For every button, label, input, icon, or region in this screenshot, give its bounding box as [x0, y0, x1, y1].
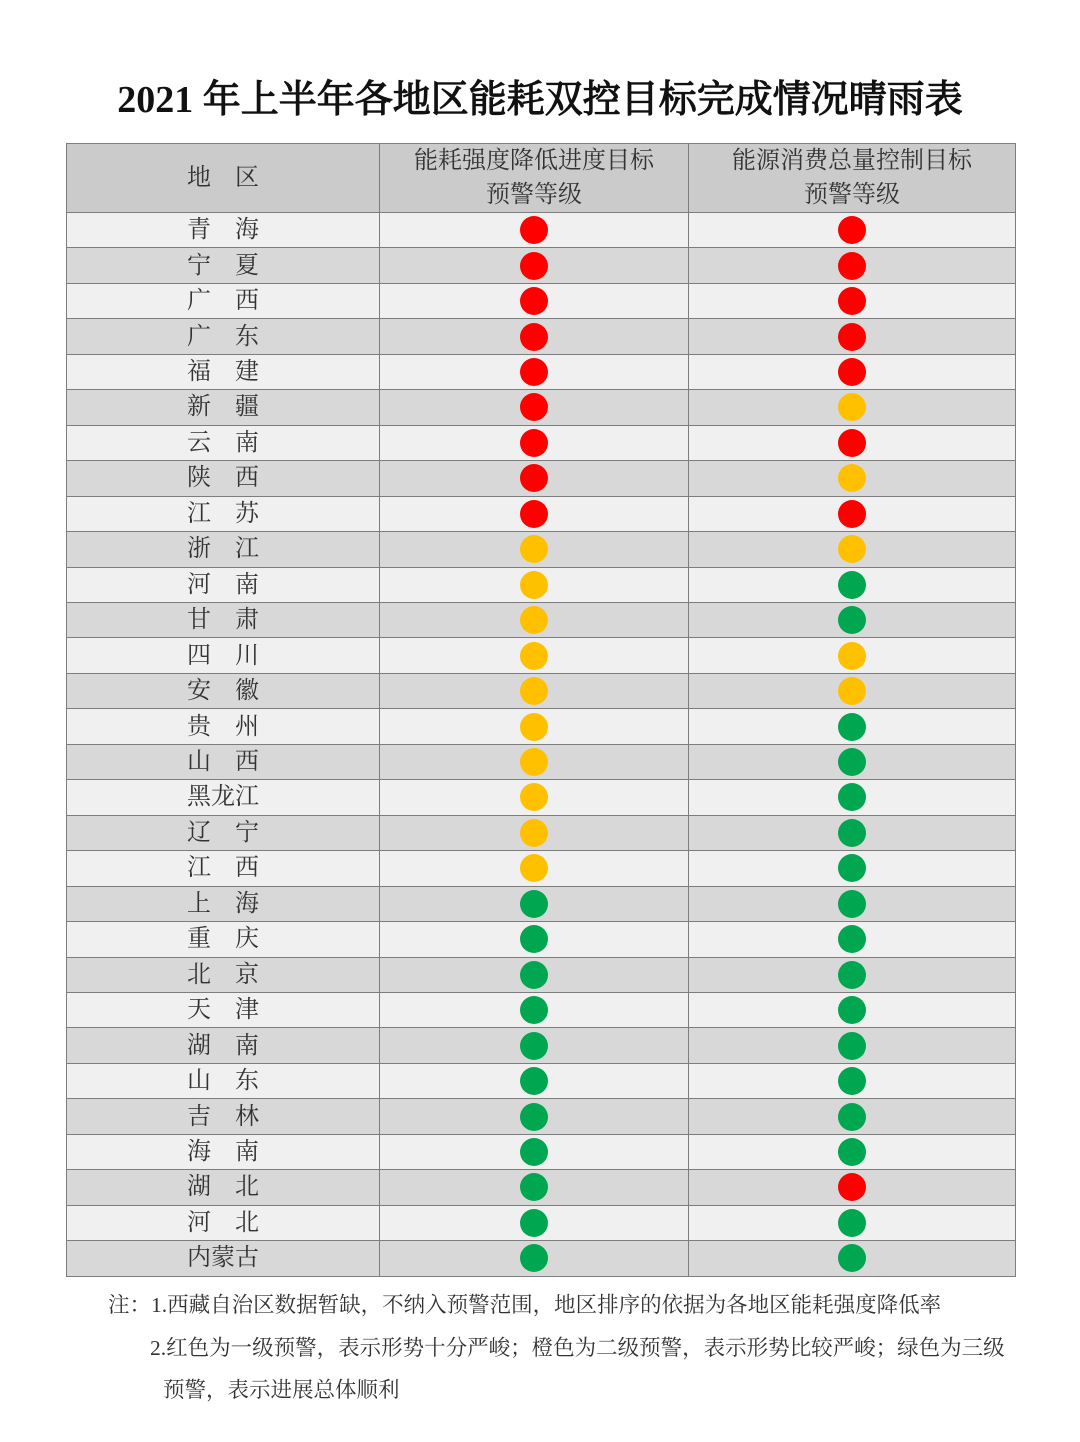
intensity-level-cell	[380, 993, 689, 1028]
total-level-cell	[689, 1028, 1016, 1063]
intensity-warning-dot	[520, 1244, 548, 1272]
intensity-warning-dot	[520, 642, 548, 670]
intensity-level-cell	[380, 1135, 689, 1170]
total-warning-dot	[838, 358, 866, 386]
region-cell	[67, 1135, 380, 1170]
table-row	[67, 248, 1016, 283]
region-cell	[67, 958, 380, 993]
intensity-level-cell	[380, 1170, 689, 1205]
intensity-level-cell	[380, 1064, 689, 1099]
region-name: 福建	[187, 359, 259, 386]
region-name: 河北	[187, 1209, 259, 1236]
region-cell	[67, 568, 380, 603]
intensity-level-cell	[380, 638, 689, 673]
intensity-warning-dot	[520, 1209, 548, 1237]
region-cell	[67, 426, 380, 461]
region-cell	[67, 355, 380, 390]
total-warning-dot	[838, 1032, 866, 1060]
intensity-warning-dot	[520, 713, 548, 741]
table-row	[67, 709, 1016, 744]
region-cell	[67, 816, 380, 851]
total-warning-dot	[838, 606, 866, 634]
intensity-warning-dot	[520, 1103, 548, 1131]
intensity-level-cell	[380, 603, 689, 638]
region-name: 辽宁	[187, 819, 259, 846]
region-cell	[67, 1064, 380, 1099]
total-level-cell	[689, 1135, 1016, 1170]
region-cell	[67, 922, 380, 957]
region-name: 天津	[187, 997, 259, 1024]
total-level-cell	[689, 248, 1016, 283]
total-level-cell	[689, 958, 1016, 993]
region-name: 北京	[187, 961, 259, 988]
total-level-cell	[689, 213, 1016, 248]
total-level-cell	[689, 568, 1016, 603]
total-warning-dot	[838, 996, 866, 1024]
intensity-warning-dot	[520, 677, 548, 705]
region-cell	[67, 993, 380, 1028]
total-level-cell	[689, 780, 1016, 815]
table-row	[67, 1170, 1016, 1205]
intensity-warning-dot	[520, 535, 548, 563]
intensity-level-cell	[380, 390, 689, 425]
total-level-cell	[689, 1099, 1016, 1134]
region-cell	[67, 390, 380, 425]
table-row	[67, 284, 1016, 319]
table-row	[67, 213, 1016, 248]
total-warning-dot	[838, 854, 866, 882]
table-row	[67, 922, 1016, 957]
total-level-cell	[689, 851, 1016, 886]
intensity-warning-dot	[520, 464, 548, 492]
region-name: 新疆	[187, 394, 259, 421]
table-row	[67, 1028, 1016, 1063]
region-name: 贵州	[187, 713, 259, 740]
intensity-level-cell	[380, 1241, 689, 1276]
table-row	[67, 1099, 1016, 1134]
table-row	[67, 390, 1016, 425]
region-name: 湖南	[187, 1032, 259, 1059]
region-name: 吉林	[187, 1103, 259, 1130]
total-level-cell	[689, 319, 1016, 354]
total-warning-dot	[838, 961, 866, 989]
table-row	[67, 851, 1016, 886]
table-row	[67, 532, 1016, 567]
intensity-level-cell	[380, 922, 689, 957]
total-warning-dot	[838, 1173, 866, 1201]
total-level-cell	[689, 993, 1016, 1028]
header-total-line1: 能源消费总量控制目标	[732, 148, 972, 174]
region-cell	[67, 709, 380, 744]
region-name: 山西	[187, 749, 259, 776]
region-name: 陕西	[187, 465, 259, 492]
intensity-level-cell	[380, 958, 689, 993]
intensity-level-cell	[380, 816, 689, 851]
total-warning-dot	[838, 429, 866, 457]
intensity-level-cell	[380, 1099, 689, 1134]
region-cell	[67, 497, 380, 532]
intensity-level-cell	[380, 284, 689, 319]
total-level-cell	[689, 461, 1016, 496]
header-intensity-line1: 能耗强度降低进度目标	[414, 148, 654, 174]
region-name: 青海	[187, 217, 259, 244]
intensity-warning-dot	[520, 216, 548, 244]
region-name: 上海	[187, 890, 259, 917]
region-cell	[67, 1099, 380, 1134]
total-warning-dot	[838, 1209, 866, 1237]
table-row	[67, 568, 1016, 603]
total-warning-dot	[838, 464, 866, 492]
intensity-warning-dot	[520, 358, 548, 386]
intensity-level-cell	[380, 568, 689, 603]
region-cell	[67, 284, 380, 319]
intensity-warning-dot	[520, 393, 548, 421]
header-region-label: 地区	[187, 165, 259, 191]
total-warning-dot	[838, 216, 866, 244]
region-cell	[67, 1170, 380, 1205]
total-warning-dot	[838, 1138, 866, 1166]
intensity-warning-dot	[520, 606, 548, 634]
intensity-warning-dot	[520, 1138, 548, 1166]
region-name: 四川	[187, 642, 259, 669]
intensity-level-cell	[380, 674, 689, 709]
header-intensity-cell	[380, 144, 689, 213]
intensity-level-cell	[380, 248, 689, 283]
total-level-cell	[689, 532, 1016, 567]
intensity-warning-dot	[520, 748, 548, 776]
region-cell	[67, 780, 380, 815]
region-name: 黑龙江	[187, 784, 259, 811]
region-cell	[67, 745, 380, 780]
table-row	[67, 603, 1016, 638]
total-level-cell	[689, 603, 1016, 638]
region-name: 云南	[187, 429, 259, 456]
total-warning-dot	[838, 783, 866, 811]
total-warning-dot	[838, 500, 866, 528]
region-name: 内蒙古	[187, 1245, 259, 1272]
total-level-cell	[689, 887, 1016, 922]
total-warning-dot	[838, 713, 866, 741]
region-cell	[67, 213, 380, 248]
table-header-row	[67, 144, 1016, 213]
total-level-cell	[689, 638, 1016, 673]
region-name: 江苏	[187, 500, 259, 527]
total-warning-dot	[838, 1103, 866, 1131]
intensity-warning-dot	[520, 429, 548, 457]
table-row	[67, 1206, 1016, 1241]
region-name: 海南	[187, 1139, 259, 1165]
page-title: 2021 年上半年各地区能耗双控目标完成情况晴雨表	[117, 79, 963, 121]
table-row	[67, 638, 1016, 673]
region-name: 重庆	[187, 926, 259, 953]
total-level-cell	[689, 1206, 1016, 1241]
total-warning-dot	[838, 748, 866, 776]
header-total-line2: 预警等级	[804, 182, 900, 208]
total-level-cell	[689, 745, 1016, 780]
table-row	[67, 958, 1016, 993]
warning-table	[66, 143, 1016, 1277]
intensity-level-cell	[380, 497, 689, 532]
intensity-level-cell	[380, 887, 689, 922]
region-cell	[67, 1241, 380, 1276]
intensity-warning-dot	[520, 1173, 548, 1201]
total-level-cell	[689, 816, 1016, 851]
table-row	[67, 745, 1016, 780]
total-level-cell	[689, 1064, 1016, 1099]
intensity-warning-dot	[520, 323, 548, 351]
table-row	[67, 1241, 1016, 1276]
header-total-cell	[689, 144, 1016, 213]
region-cell	[67, 1206, 380, 1241]
table-row	[67, 497, 1016, 532]
region-name: 宁夏	[187, 252, 259, 279]
intensity-level-cell	[380, 426, 689, 461]
header-intensity-line2: 预警等级	[486, 182, 582, 208]
note-line-3: 预警，表示进展总体顺利	[163, 1378, 400, 1402]
total-level-cell	[689, 674, 1016, 709]
intensity-level-cell	[380, 851, 689, 886]
total-warning-dot	[838, 925, 866, 953]
total-warning-dot	[838, 535, 866, 563]
total-warning-dot	[838, 677, 866, 705]
total-level-cell	[689, 1170, 1016, 1205]
intensity-warning-dot	[520, 961, 548, 989]
intensity-warning-dot	[520, 252, 548, 280]
intensity-warning-dot	[520, 1067, 548, 1095]
header-region-cell	[67, 144, 380, 213]
region-cell	[67, 461, 380, 496]
region-name: 浙江	[187, 536, 259, 563]
note-line-1: 注：1.西藏自治区数据暂缺，不纳入预警范围，地区排序的依据为各地区能耗强度降低率	[108, 1293, 942, 1317]
region-name: 河南	[187, 571, 259, 598]
intensity-level-cell	[380, 355, 689, 390]
region-cell	[67, 1028, 380, 1063]
total-warning-dot	[838, 393, 866, 421]
intensity-warning-dot	[520, 571, 548, 599]
region-cell	[67, 532, 380, 567]
total-level-cell	[689, 390, 1016, 425]
region-name: 江西	[187, 855, 259, 882]
total-level-cell	[689, 284, 1016, 319]
intensity-level-cell	[380, 319, 689, 354]
table-row	[67, 993, 1016, 1028]
region-cell	[67, 248, 380, 283]
note-line-2: 2.红色为一级预警，表示形势十分严峻；橙色为二级预警，表示形势比较严峻；绿色为三级	[150, 1336, 1005, 1360]
region-cell	[67, 887, 380, 922]
table-row	[67, 816, 1016, 851]
intensity-level-cell	[380, 213, 689, 248]
table-row	[67, 426, 1016, 461]
total-level-cell	[689, 709, 1016, 744]
total-warning-dot	[838, 819, 866, 847]
region-name: 甘肃	[187, 607, 259, 634]
total-warning-dot	[838, 287, 866, 315]
total-level-cell	[689, 922, 1016, 957]
intensity-warning-dot	[520, 1032, 548, 1060]
intensity-level-cell	[380, 780, 689, 815]
intensity-level-cell	[380, 461, 689, 496]
total-warning-dot	[838, 571, 866, 599]
table-row	[67, 461, 1016, 496]
total-warning-dot	[838, 1244, 866, 1272]
region-name: 广东	[187, 323, 259, 350]
region-name: 湖北	[187, 1174, 259, 1201]
table-row	[67, 355, 1016, 390]
intensity-level-cell	[380, 1028, 689, 1063]
intensity-level-cell	[380, 532, 689, 567]
intensity-level-cell	[380, 709, 689, 744]
table-row	[67, 674, 1016, 709]
intensity-warning-dot	[520, 783, 548, 811]
region-name: 广西	[187, 288, 259, 315]
region-cell	[67, 603, 380, 638]
region-cell	[67, 638, 380, 673]
intensity-warning-dot	[520, 996, 548, 1024]
total-warning-dot	[838, 890, 866, 918]
total-warning-dot	[838, 642, 866, 670]
intensity-warning-dot	[520, 500, 548, 528]
total-warning-dot	[838, 1067, 866, 1095]
table-row	[67, 319, 1016, 354]
table-row	[67, 887, 1016, 922]
region-cell	[67, 851, 380, 886]
region-cell	[67, 319, 380, 354]
region-cell	[67, 674, 380, 709]
total-level-cell	[689, 355, 1016, 390]
intensity-level-cell	[380, 745, 689, 780]
total-warning-dot	[838, 252, 866, 280]
table-row	[67, 1135, 1016, 1170]
table-row	[67, 1064, 1016, 1099]
total-warning-dot	[838, 323, 866, 351]
intensity-warning-dot	[520, 819, 548, 847]
total-level-cell	[689, 1241, 1016, 1276]
table-body	[67, 213, 1016, 1277]
table-row	[67, 780, 1016, 815]
region-name: 山东	[187, 1068, 259, 1095]
intensity-warning-dot	[520, 854, 548, 882]
intensity-warning-dot	[520, 287, 548, 315]
intensity-warning-dot	[520, 925, 548, 953]
total-level-cell	[689, 426, 1016, 461]
intensity-level-cell	[380, 1206, 689, 1241]
region-name: 安徽	[187, 678, 259, 705]
intensity-warning-dot	[520, 890, 548, 918]
total-level-cell	[689, 497, 1016, 532]
